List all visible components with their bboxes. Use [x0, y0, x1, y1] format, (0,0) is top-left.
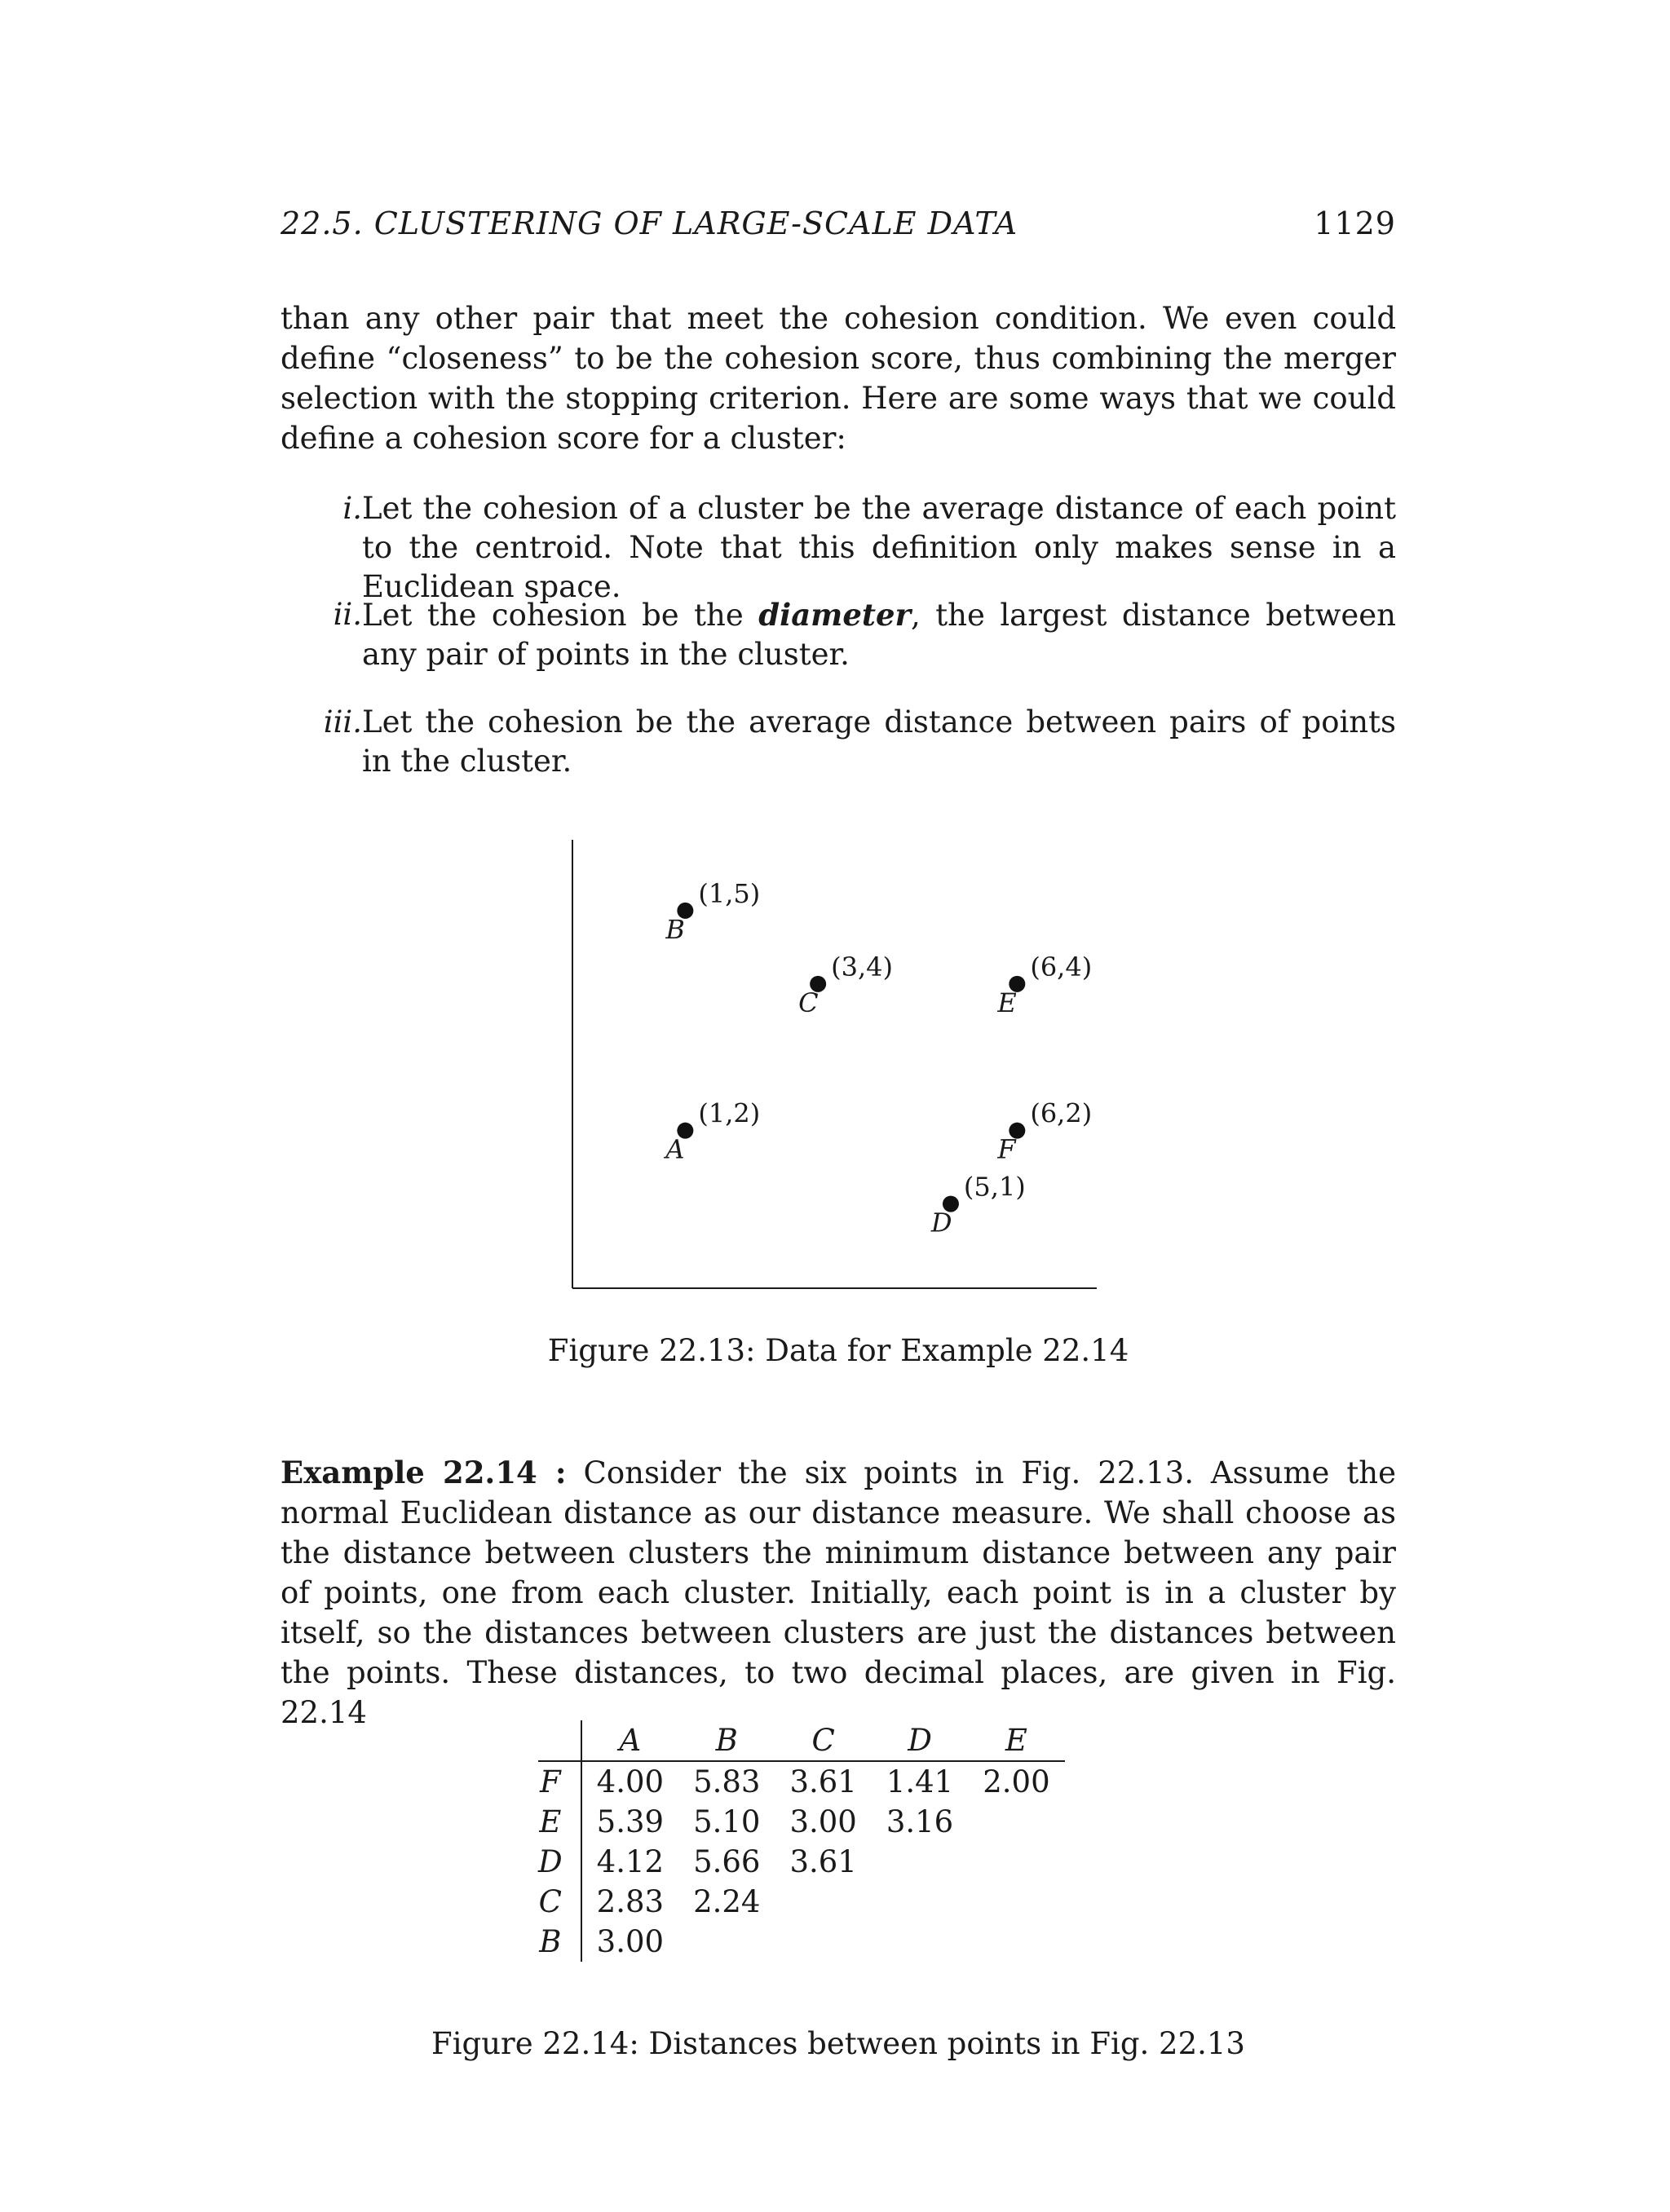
- table-cell: 2.00: [983, 1764, 1050, 1799]
- table-cell: 2.83: [596, 1884, 665, 1919]
- point-coord-label: (1,2): [698, 1097, 761, 1129]
- distance-table-wrapper: [538, 1720, 1065, 1962]
- point-coord-label: (6,2): [1030, 1097, 1093, 1129]
- table-cell: 5.66: [693, 1844, 761, 1879]
- table-header-row: [538, 1720, 1065, 1761]
- table-cell: [775, 1922, 871, 1962]
- point-name-label: E: [997, 987, 1017, 1018]
- list-label: i.: [342, 491, 362, 526]
- point-coord-label: (3,4): [831, 951, 894, 982]
- running-header: [281, 205, 1396, 246]
- table-cell: [968, 1802, 1064, 1842]
- point-name-label: C: [798, 987, 819, 1018]
- list-text: Let the cohesion be the diameter, the largest distance between any pair of points in the cluster.: [362, 597, 1396, 672]
- intro-paragraph: than any other pair that meet the cohesion condition. We even could define “closeness” to be the cohesion score, thus combining the merger selection with the stopping criterion. Here are some ways that we could define a cohesion score for a cluster:: [281, 301, 1396, 456]
- point-name-label: B: [665, 913, 685, 945]
- example-text: Consider the six points in Fig. 22.13. Assume the normal Euclidean distance as our distance measure. We shall choose as the distance between clusters the minimum distance between any pair of points, one from each cluster. Initially, each point is in a cluster by itself, so the distances between clusters are just the distances between the points. These distances, to two decimal places, are given in Fig. 22.14: [281, 1455, 1396, 1730]
- table-cell: 5.39: [596, 1804, 665, 1839]
- list-item-ii: [281, 595, 1396, 673]
- table-cell: [968, 1922, 1064, 1962]
- table-cell: 5.10: [693, 1804, 761, 1839]
- section-title: 22.5. CLUSTERING OF LARGE-SCALE DATA: [281, 205, 1018, 241]
- point-coord-label: (5,1): [963, 1171, 1026, 1203]
- column-header: A: [619, 1723, 642, 1758]
- row-header: B: [538, 1922, 581, 1962]
- table-row: [538, 1882, 1065, 1922]
- table-corner: [538, 1720, 581, 1761]
- table-cell: [872, 1842, 968, 1882]
- list-label: iii.: [323, 704, 362, 740]
- table-cell: 4.00: [596, 1764, 665, 1799]
- table-cell: [968, 1842, 1064, 1882]
- row-header: D: [538, 1842, 581, 1882]
- point-name-label: F: [997, 1133, 1016, 1165]
- table-cell: 3.00: [789, 1804, 857, 1839]
- table-cell: 3.16: [886, 1804, 954, 1839]
- column-header: D: [908, 1723, 932, 1758]
- point-name-label: A: [665, 1133, 685, 1165]
- list-label: ii.: [333, 597, 362, 632]
- table-cell: [872, 1882, 968, 1922]
- table-cell: 3.00: [596, 1924, 665, 1959]
- table-cell: 2.24: [693, 1884, 761, 1919]
- scatter-figure: [563, 840, 1101, 1305]
- table-cell: 1.41: [886, 1764, 954, 1799]
- figure-22-13-caption: Figure 22.13: Data for Example 22.14: [547, 1333, 1129, 1368]
- example-paragraph: [281, 1453, 1396, 1733]
- table-cell: [775, 1882, 871, 1922]
- table-cell: [872, 1922, 968, 1962]
- row-header: E: [538, 1802, 581, 1842]
- point-coord-label: (6,4): [1030, 951, 1093, 982]
- table-row: [538, 1842, 1065, 1882]
- table-cell: 5.83: [693, 1764, 761, 1799]
- column-header: C: [811, 1723, 835, 1758]
- list-item-i: [281, 489, 1396, 604]
- table-row: [538, 1922, 1065, 1962]
- table-row: [538, 1761, 1065, 1802]
- page-number: 1129: [1314, 205, 1396, 241]
- table-row: [538, 1802, 1065, 1842]
- list-item-iii: [281, 703, 1396, 781]
- list-text: Let the cohesion of a cluster be the average distance of each point to the centroid. Note that this definition only makes sense in a Euclidean space.: [362, 491, 1396, 604]
- column-header: B: [715, 1723, 738, 1758]
- example-title: Example 22.14 :: [281, 1455, 567, 1490]
- table-cell: [968, 1882, 1064, 1922]
- row-header: F: [538, 1761, 581, 1802]
- point-name-label: D: [930, 1207, 952, 1238]
- point-coord-label: (1,5): [698, 877, 761, 909]
- row-header: C: [538, 1882, 581, 1922]
- figure-22-14-caption: Figure 22.14: Distances between points in Fig. 22.13: [431, 2026, 1245, 2061]
- table-cell: [678, 1922, 775, 1962]
- table-cell: 4.12: [596, 1844, 665, 1879]
- list-text: Let the cohesion be the average distance between pairs of points in the cluster.: [362, 704, 1396, 779]
- column-header: E: [1005, 1723, 1027, 1758]
- table-cell: 3.61: [789, 1844, 857, 1879]
- distance-table: [538, 1720, 1065, 1962]
- table-cell: 3.61: [789, 1764, 857, 1799]
